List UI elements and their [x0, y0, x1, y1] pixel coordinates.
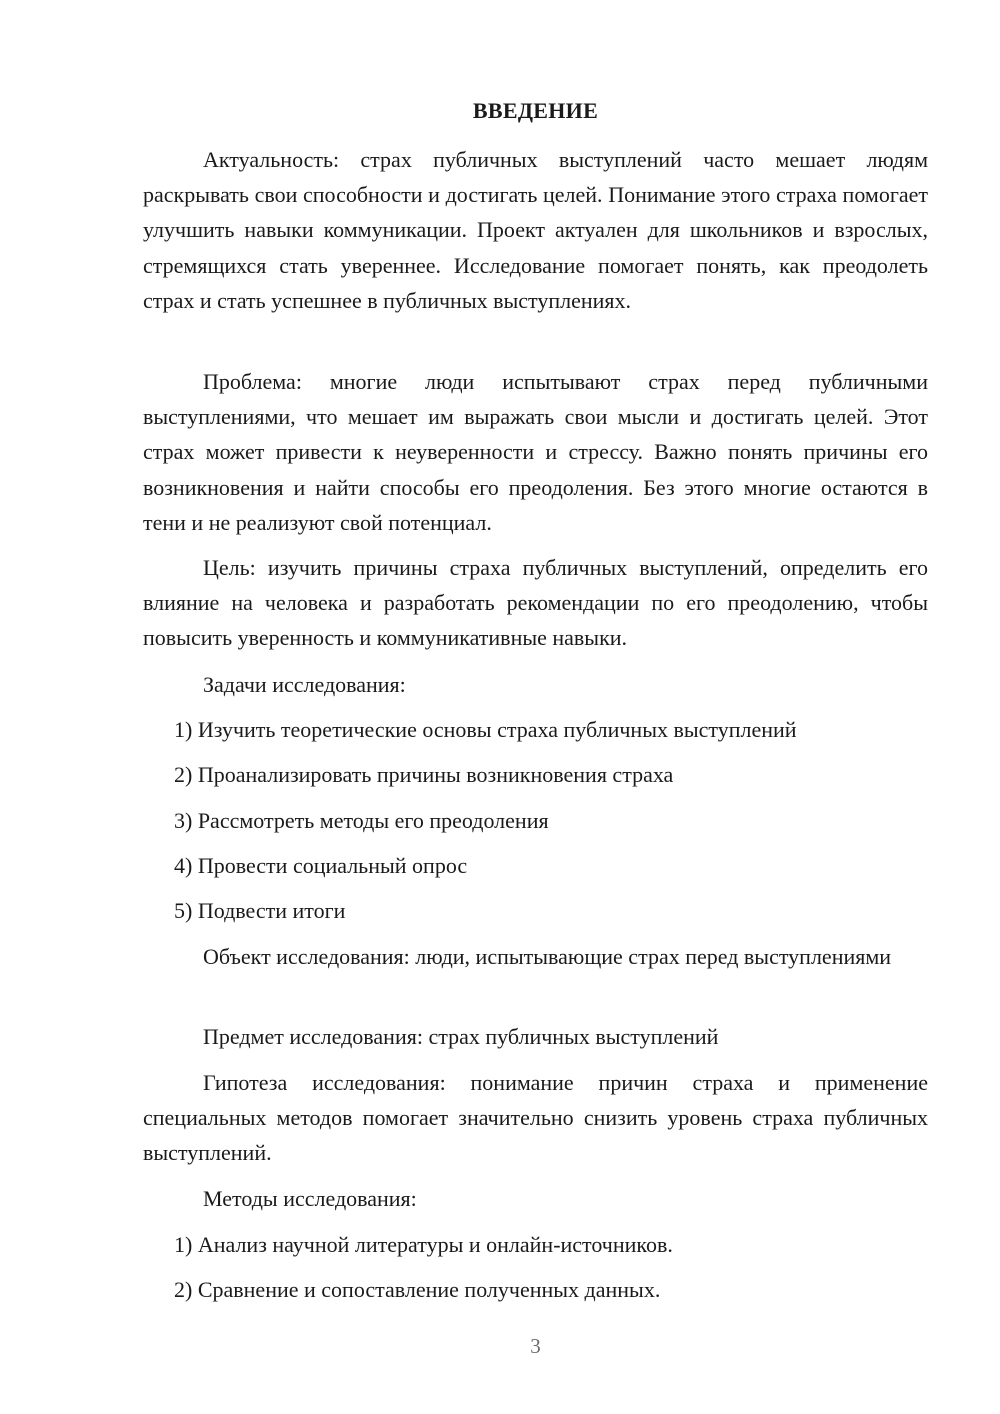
- paragraph-goal: Цель: изучить причины страха публичных выступлений, определить его влияние на человека и разработать рекомендации по его преодолению, чтобы повысить уверенность и коммуникативные навыки.: [143, 555, 928, 651]
- paragraph-relevance: Актуальность: страх публичных выступлений часто мешает людям раскрывать свои способности и достигать целей. Понимание этого страха помогает улучшить навыки коммуникации. Проект актуален для школьников и взрослых, стремящихся стать увереннее. Исследование помогает понять, как преодолеть страх и стать успешнее в публичных выступлениях.: [143, 147, 928, 313]
- task-item-1: 1) Изучить теоретические основы страха публичных выступлений: [174, 717, 797, 742]
- method-item-1: 1) Анализ научной литературы и онлайн-источников.: [174, 1232, 673, 1257]
- task-item-2: 2) Проанализировать причины возникновения страха: [174, 762, 674, 787]
- method-item-2: 2) Сравнение и сопоставление полученных данных.: [174, 1277, 661, 1302]
- page-title: ВВЕДЕНИЕ: [472, 98, 599, 123]
- task-item-3: 3) Рассмотреть методы его преодоления: [174, 808, 549, 833]
- methods-heading: Методы исследования:: [203, 1186, 417, 1211]
- task-item-4: 4) Провести социальный опрос: [174, 853, 468, 878]
- paragraph-hypothesis: Гипотеза исследования: понимание причин страха и применение специальных методов помогает значительно снизить уровень страха публичных выступлений.: [143, 1070, 928, 1166]
- task-item-5: 5) Подвести итоги: [174, 898, 346, 923]
- paragraph-subject: Предмет исследования: страх публичных выступлений: [203, 1024, 719, 1049]
- paragraph-problem: Проблема: многие люди испытывают страх перед публичными выступлениями, что мешает им выражать свои мысли и достигать целей. Этот страх может привести к неуверенности и стрессу. Важно понять причины его возникновения и найти способы его преодоления. Без этого многие остаются в тени и не реализуют свой потенциал.: [143, 369, 928, 535]
- page-number: 3: [530, 1334, 541, 1358]
- document-page: [143, 0, 928, 1414]
- paragraph-object: Объект исследования: люди, испытывающие страх перед выступлениями: [203, 944, 892, 969]
- tasks-heading: Задачи исследования:: [203, 672, 406, 697]
